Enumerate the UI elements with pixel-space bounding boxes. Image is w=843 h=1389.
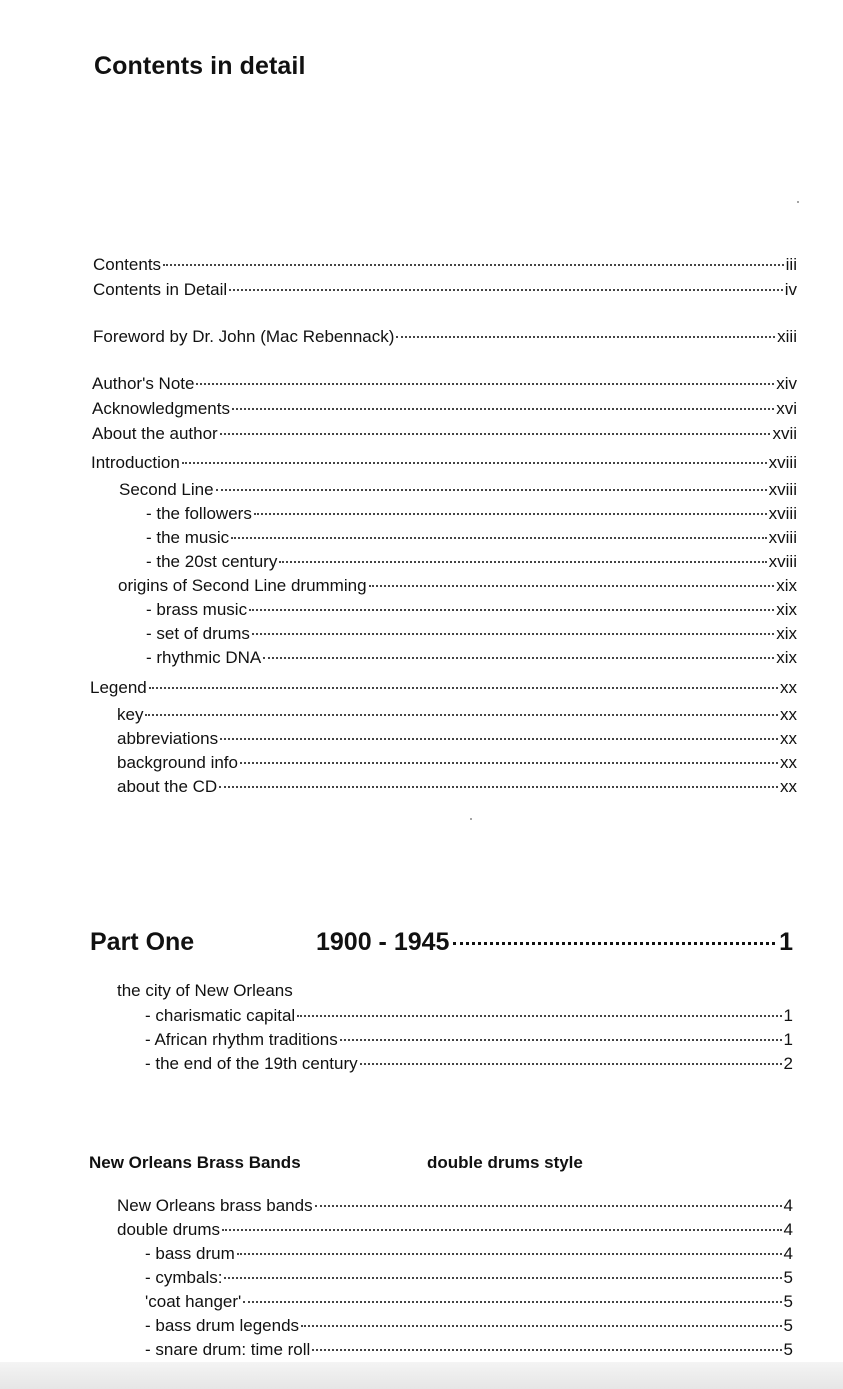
toc-label: 'coat hanger' [145, 1292, 242, 1311]
toc-entry [92, 399, 797, 419]
scan-speck [797, 201, 799, 203]
city-heading: the city of New Orleans [117, 981, 293, 1000]
toc-entry [145, 1340, 793, 1360]
toc-page-number: xx [780, 705, 797, 724]
dot-leader [182, 462, 767, 464]
toc-page-number: xiii [777, 327, 797, 346]
dot-leader [216, 489, 767, 491]
toc-entry [92, 374, 797, 394]
toc-label: - set of drums [146, 624, 250, 643]
toc-label: - African rhythm traditions [145, 1030, 338, 1049]
toc-entry [92, 424, 797, 444]
toc-label: double drums [117, 1220, 221, 1239]
dot-leader [254, 513, 767, 515]
toc-label: Acknowledgments [92, 399, 230, 418]
part-one-heading [90, 928, 793, 957]
toc-page-number: 1 [783, 1006, 793, 1025]
dot-leader [263, 657, 774, 659]
dot-leader [232, 408, 774, 410]
toc-entry [119, 480, 797, 500]
toc-label: - charismatic capital [145, 1006, 296, 1025]
dot-leader [315, 1205, 782, 1207]
toc-page-number: xix [776, 600, 797, 619]
toc-entry [117, 705, 797, 725]
toc-entry [145, 1006, 793, 1026]
toc-page-number: xiv [776, 374, 797, 393]
toc-page-number: 4 [783, 1196, 793, 1215]
toc-label: New Orleans brass bands [117, 1196, 313, 1215]
toc-page-number: xix [776, 576, 797, 595]
toc-page-number: xx [780, 729, 797, 748]
part-page-number: 1 [779, 928, 793, 956]
toc-entry [146, 552, 797, 572]
toc-page-number: xviii [768, 552, 797, 571]
toc-label: Legend [90, 678, 147, 697]
toc-page-number: iii [785, 255, 797, 274]
toc-entry [93, 280, 797, 300]
dot-leader [237, 1253, 782, 1255]
toc-label: Foreword by Dr. John (Mac Rebennack) [93, 327, 395, 346]
toc-entry [90, 678, 797, 698]
toc-label: background info [117, 753, 238, 772]
part-years: 1900 - 1945 [316, 928, 450, 956]
toc-entry [117, 1220, 793, 1240]
toc-label: - rhythmic DNA [146, 648, 262, 667]
dot-leader [222, 1229, 782, 1231]
dot-leader [396, 336, 775, 338]
section-subheading: double drums style [427, 1153, 583, 1172]
toc-entry [117, 753, 797, 773]
toc-label: Author's Note [92, 374, 195, 393]
dot-leader [312, 1349, 781, 1351]
toc-page-number: xvi [776, 399, 797, 418]
dot-leader [340, 1039, 782, 1041]
toc-entry [117, 729, 797, 749]
toc-label: - the followers [146, 504, 252, 523]
toc-page-number: 1 [783, 1030, 793, 1049]
toc-entry [145, 1244, 793, 1264]
toc-entry [146, 624, 797, 644]
toc-label: origins of Second Line drumming [118, 576, 367, 595]
dot-leader [301, 1325, 782, 1327]
dot-leader [219, 786, 778, 788]
toc-entry [146, 648, 797, 668]
page-title: Contents in detail [94, 52, 306, 80]
toc-label: about the CD [117, 777, 218, 796]
toc-entry [146, 600, 797, 620]
toc-page-number: 2 [783, 1054, 793, 1073]
dot-leader [229, 289, 783, 291]
section-heading: New Orleans Brass Bands [89, 1153, 301, 1172]
toc-label: key [117, 705, 144, 724]
dot-leader [249, 609, 774, 611]
dot-leader [279, 561, 766, 563]
toc-entry [93, 255, 797, 275]
dot-leader [220, 433, 771, 435]
toc-label: - cymbals: [145, 1268, 223, 1287]
toc-page-number: iv [784, 280, 797, 299]
toc-entry [118, 576, 797, 596]
toc-label: - bass drum legends [145, 1316, 300, 1335]
toc-entry [145, 1030, 793, 1050]
toc-page-number: xviii [768, 453, 797, 472]
toc-entry [117, 777, 797, 797]
toc-label: Introduction [91, 453, 180, 472]
dot-leader [240, 762, 778, 764]
toc-page-number: 5 [783, 1292, 793, 1311]
toc-page-number: 5 [783, 1268, 793, 1287]
toc-page-number: 5 [783, 1340, 793, 1359]
toc-label: - the 20st century [146, 552, 278, 571]
toc-label: - brass music [146, 600, 248, 619]
dot-leader [360, 1063, 782, 1065]
toc-page-number: 5 [783, 1316, 793, 1335]
dot-leader [252, 633, 774, 635]
toc-label: - snare drum: time roll [145, 1340, 311, 1359]
toc-entry [145, 1292, 793, 1312]
toc-page-number: xx [780, 777, 797, 796]
toc-page-number: xx [780, 753, 797, 772]
toc-entry [146, 504, 797, 524]
scan-speck [470, 818, 472, 820]
toc-label: - the end of the 19th century [145, 1054, 358, 1073]
toc-label: - the music [146, 528, 230, 547]
dot-leader [231, 537, 767, 539]
toc-page-number: 4 [783, 1220, 793, 1239]
dot-leader [163, 264, 784, 266]
toc-label: - bass drum [145, 1244, 235, 1263]
dot-leader [297, 1015, 781, 1017]
toc-entry [145, 1054, 793, 1074]
dot-leader [369, 585, 775, 587]
toc-page-number: xviii [768, 480, 797, 499]
toc-entry [146, 528, 797, 548]
toc-label: Contents in Detail [93, 280, 228, 299]
toc-entry [145, 1268, 793, 1288]
toc-label: Second Line [119, 480, 214, 499]
toc-page-number: xix [776, 648, 797, 667]
part-label: Part One [90, 928, 195, 956]
toc-page-number: xvii [772, 424, 797, 443]
dot-leader [453, 942, 775, 945]
toc-page-number: 4 [783, 1244, 793, 1263]
toc-entry [117, 1196, 793, 1216]
dot-leader [224, 1277, 781, 1279]
dot-leader [243, 1301, 781, 1303]
dot-leader [196, 383, 774, 385]
dot-leader [149, 687, 778, 689]
toc-page-number: xix [776, 624, 797, 643]
toc-label: About the author [92, 424, 218, 443]
toc-label: Contents [93, 255, 162, 274]
toc-page-number: xx [780, 678, 797, 697]
toc-entry [145, 1316, 793, 1336]
toc-entry [91, 453, 797, 473]
page-bottom-edge [0, 1362, 843, 1389]
dot-leader [145, 714, 778, 716]
dot-leader [220, 738, 778, 740]
toc-page-number: xviii [768, 528, 797, 547]
toc-entry [93, 327, 797, 347]
toc-label: abbreviations [117, 729, 219, 748]
toc-page-number: xviii [768, 504, 797, 523]
